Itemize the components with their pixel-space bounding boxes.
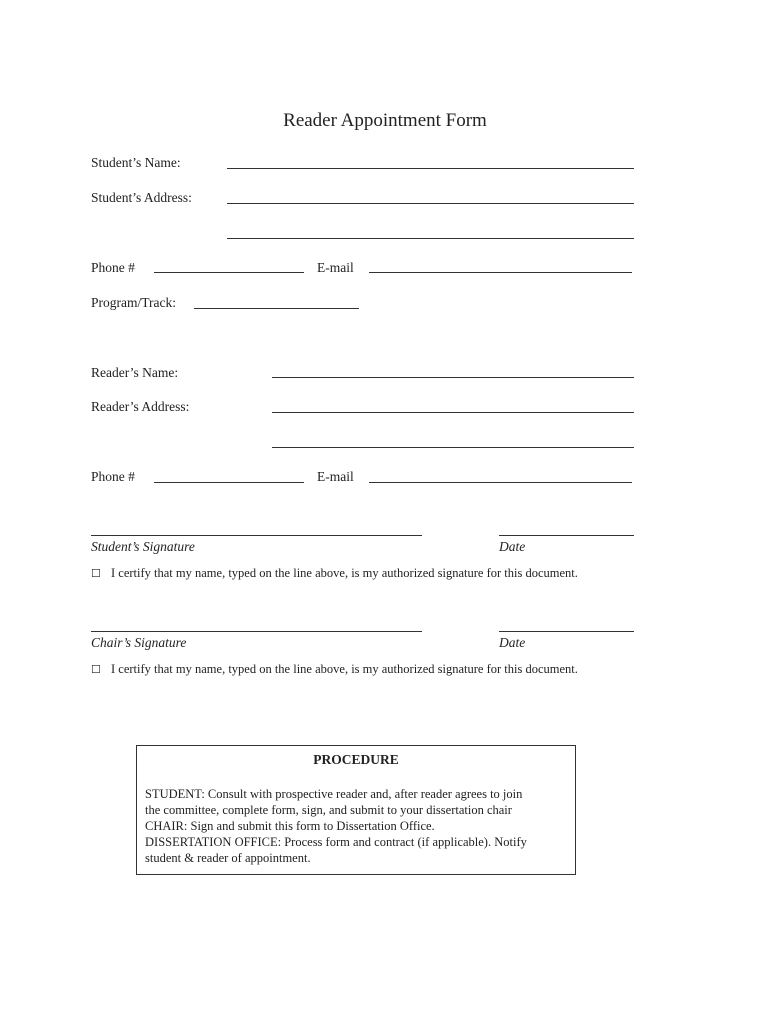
student-certify-row [91,566,578,581]
procedure-line: STUDENT: Consult with prospective reader and, after reader agrees to join [145,787,523,801]
reader-name-field[interactable] [272,377,634,378]
procedure-title: PROCEDURE [313,752,399,767]
student-date-label: Date [499,539,526,554]
reader-email-label: E-mail [317,469,354,484]
student-date-field[interactable] [499,535,634,536]
chair-certify-text: I certify that my name, typed on the line above, is my authorized signature for this document. [111,662,578,676]
student-phone-field[interactable] [154,272,304,273]
procedure-line: student & reader of appointment. [145,851,311,865]
reader-name-label: Reader’s Name: [91,365,179,380]
procedure-box [136,745,576,875]
student-address-field-2[interactable] [227,238,634,239]
student-email-label: E-mail [317,260,354,275]
student-signature-label: Student’s Signature [91,539,195,554]
reader-address-field-1[interactable] [272,412,634,413]
reader-email-field[interactable] [369,482,632,483]
student-email-field[interactable] [369,272,632,273]
chair-signature-field[interactable] [91,631,422,632]
student-name-label: Student’s Name: [91,155,181,170]
reader-phone-field[interactable] [154,482,304,483]
chair-signature-label: Chair’s Signature [91,635,187,650]
student-certify-checkbox[interactable]: ☐ [91,568,101,580]
procedure-line: DISSERTATION OFFICE: Process form and contract (if applicable). Notify [145,835,527,849]
chair-certify-checkbox[interactable]: ☐ [91,664,101,676]
chair-date-field[interactable] [499,631,634,632]
student-signature-field[interactable] [91,535,422,536]
reader-address-field-2[interactable] [272,447,634,448]
procedure-line: CHAIR: Sign and submit this form to Dissertation Office. [145,819,435,833]
procedure-line: the committee, complete form, sign, and submit to your dissertation chair [145,803,512,817]
page-title: Reader Appointment Form [283,110,487,131]
reader-address-label: Reader’s Address: [91,399,190,414]
student-name-field[interactable] [227,168,634,169]
student-phone-label: Phone # [91,260,135,275]
reader-phone-label: Phone # [91,469,135,484]
program-track-label: Program/Track: [91,295,176,310]
program-track-field[interactable] [194,308,359,309]
student-address-label: Student’s Address: [91,190,192,205]
student-certify-text: I certify that my name, typed on the line above, is my authorized signature for this document. [111,566,578,580]
chair-certify-row [91,662,578,677]
student-address-field-1[interactable] [227,203,634,204]
chair-date-label: Date [499,635,526,650]
